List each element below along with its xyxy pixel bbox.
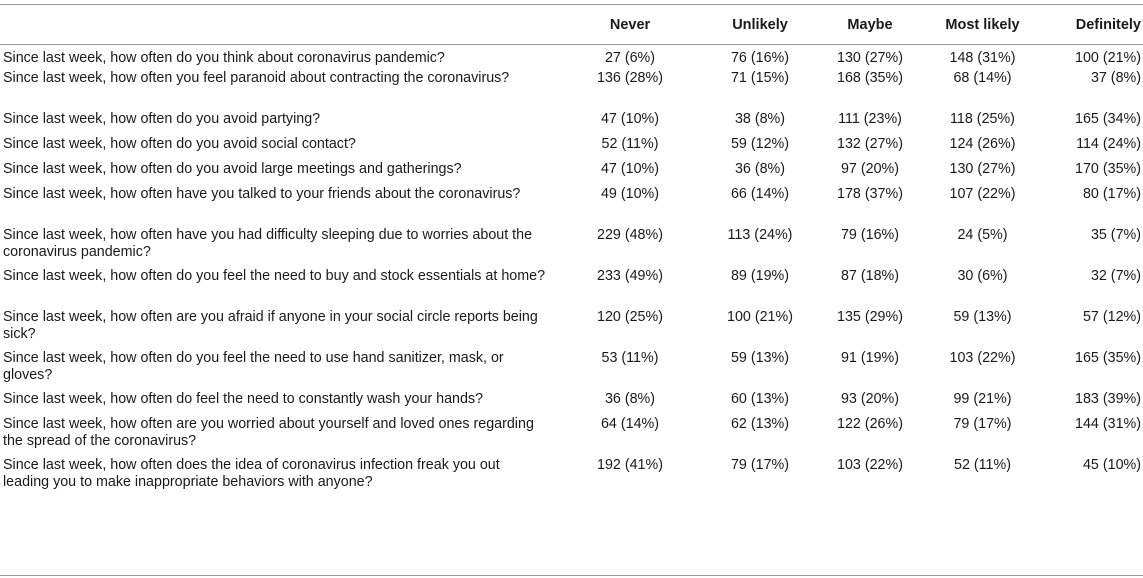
most-likely-cell: 148 (31%)	[949, 50, 1016, 66]
unlikely-cell: 100 (21%)	[727, 308, 793, 325]
definitely-cell: 37 (8%)	[1090, 69, 1141, 86]
unlikely-cell: 113 (24%)	[727, 226, 793, 243]
maybe-cell: 130 (27%)	[837, 50, 903, 66]
unlikely-cell: 89 (19%)	[730, 267, 789, 284]
header-unlikely: Unlikely	[732, 16, 788, 33]
unlikely-cell: 71 (15%)	[730, 69, 789, 86]
never-cell: 192 (41%)	[597, 456, 663, 473]
most-likely-cell: 79 (17%)	[953, 415, 1012, 432]
header-most-likely: Most likely	[945, 16, 1020, 33]
never-cell: 233 (49%)	[597, 267, 663, 284]
definitely-cell: 80 (17%)	[1082, 185, 1141, 202]
most-likely-cell: 99 (21%)	[953, 390, 1012, 407]
question-cell: Since last week, how often you feel paranoid about contracting the coronavirus?	[3, 69, 510, 86]
definitely-cell: 165 (35%)	[1075, 349, 1141, 366]
table-row	[0, 416, 1143, 457]
question-cell: Since last week, how often have you had difficulty sleeping due to worries about the coronavirus pandemic?	[3, 226, 533, 260]
table-row	[0, 111, 1143, 136]
question-cell: Since last week, how often do you avoid social contact?	[3, 135, 356, 152]
maybe-cell: 135 (29%)	[837, 308, 903, 325]
table-row	[0, 350, 1143, 391]
maybe-cell: 122 (26%)	[837, 415, 903, 432]
never-cell: 229 (48%)	[597, 226, 663, 243]
unlikely-cell: 60 (13%)	[730, 390, 789, 407]
table-row	[0, 309, 1143, 350]
most-likely-cell: 107 (22%)	[949, 185, 1016, 202]
definitely-cell: 183 (39%)	[1075, 390, 1141, 407]
definitely-cell: 35 (7%)	[1090, 226, 1141, 243]
never-cell: 47 (10%)	[600, 110, 659, 127]
table-bottom-rule	[0, 575, 1143, 576]
table-row	[0, 391, 1143, 416]
table-header-row	[0, 5, 1143, 45]
survey-table	[0, 4, 1143, 498]
question-cell: Since last week, how often do feel the need to constantly wash your hands?	[3, 390, 484, 407]
header-question	[0, 5, 560, 45]
most-likely-cell: 130 (27%)	[949, 160, 1016, 177]
table-row	[0, 186, 1143, 227]
maybe-cell: 132 (27%)	[837, 135, 903, 152]
most-likely-cell: 59 (13%)	[953, 308, 1012, 325]
table-row	[0, 268, 1143, 309]
table-row	[0, 136, 1143, 161]
most-likely-cell: 30 (6%)	[957, 267, 1008, 284]
table-row	[0, 457, 1143, 498]
maybe-cell: 87 (18%)	[840, 267, 899, 284]
maybe-cell: 103 (22%)	[837, 456, 903, 473]
definitely-cell: 114 (24%)	[1076, 135, 1141, 152]
definitely-cell: 165 (34%)	[1075, 110, 1141, 127]
header-definitely: Definitely	[1075, 16, 1141, 33]
question-cell: Since last week, how often do you avoid large meetings and gatherings?	[3, 160, 462, 177]
maybe-cell: 91 (19%)	[840, 349, 899, 366]
definitely-cell: 170 (35%)	[1075, 160, 1141, 177]
most-likely-cell: 124 (26%)	[949, 135, 1016, 152]
question-cell: Since last week, how often are you worried about yourself and loved ones regarding the spread of the coronavirus?	[3, 415, 534, 449]
table-row	[0, 227, 1143, 268]
never-cell: 36 (8%)	[604, 390, 656, 407]
never-cell: 136 (28%)	[597, 69, 663, 86]
most-likely-cell: 52 (11%)	[954, 456, 1011, 473]
unlikely-cell: 76 (16%)	[730, 50, 789, 66]
most-likely-cell: 24 (5%)	[957, 226, 1008, 243]
never-cell: 47 (10%)	[600, 160, 659, 177]
never-cell: 120 (25%)	[597, 308, 663, 325]
never-cell: 53 (11%)	[601, 349, 659, 366]
maybe-cell: 168 (35%)	[837, 69, 903, 86]
unlikely-cell: 79 (17%)	[730, 456, 789, 473]
maybe-cell: 111 (23%)	[838, 110, 902, 127]
unlikely-cell: 66 (14%)	[730, 185, 789, 202]
definitely-cell: 100 (21%)	[1075, 50, 1141, 66]
header-maybe: Maybe	[847, 16, 893, 33]
most-likely-cell: 118 (25%)	[950, 110, 1015, 127]
maybe-cell: 178 (37%)	[837, 185, 903, 202]
most-likely-cell: 103 (22%)	[949, 349, 1016, 366]
unlikely-cell: 36 (8%)	[734, 160, 786, 177]
question-cell: Since last week, how often do you avoid partying?	[3, 110, 321, 127]
table-row	[0, 70, 1143, 111]
unlikely-cell: 59 (13%)	[730, 349, 789, 366]
never-cell: 49 (10%)	[600, 185, 659, 202]
maybe-cell: 79 (16%)	[840, 226, 899, 243]
maybe-cell: 97 (20%)	[840, 160, 899, 177]
definitely-cell: 144 (31%)	[1075, 415, 1141, 432]
definitely-cell: 32 (7%)	[1090, 267, 1141, 284]
question-cell: Since last week, how often do you feel the need to use hand sanitizer, mask, or gloves?	[3, 349, 504, 383]
table-row	[0, 161, 1143, 186]
table-row	[0, 45, 1143, 70]
definitely-cell: 57 (12%)	[1082, 308, 1141, 325]
never-cell: 64 (14%)	[600, 415, 659, 432]
question-cell: Since last week, how often are you afraid if anyone in your social circle reports being sick?	[3, 308, 538, 342]
maybe-cell: 93 (20%)	[840, 390, 899, 407]
header-never: Never	[609, 16, 651, 33]
question-cell: Since last week, how often do you think about coronavirus pandemic?	[3, 50, 445, 66]
never-cell: 52 (11%)	[601, 135, 659, 152]
question-cell: Since last week, how often does the idea of coronavirus infection freak you out leading you to make inappropriate behaviors with anyone?	[3, 456, 500, 490]
most-likely-cell: 68 (14%)	[953, 69, 1012, 86]
unlikely-cell: 59 (12%)	[730, 135, 789, 152]
unlikely-cell: 62 (13%)	[730, 415, 789, 432]
question-cell: Since last week, how often do you feel the need to buy and stock essentials at home?	[3, 267, 546, 284]
definitely-cell: 45 (10%)	[1082, 456, 1141, 473]
unlikely-cell: 38 (8%)	[734, 110, 786, 127]
question-cell: Since last week, how often have you talked to your friends about the coronavirus?	[3, 185, 521, 202]
never-cell: 27 (6%)	[604, 50, 656, 66]
